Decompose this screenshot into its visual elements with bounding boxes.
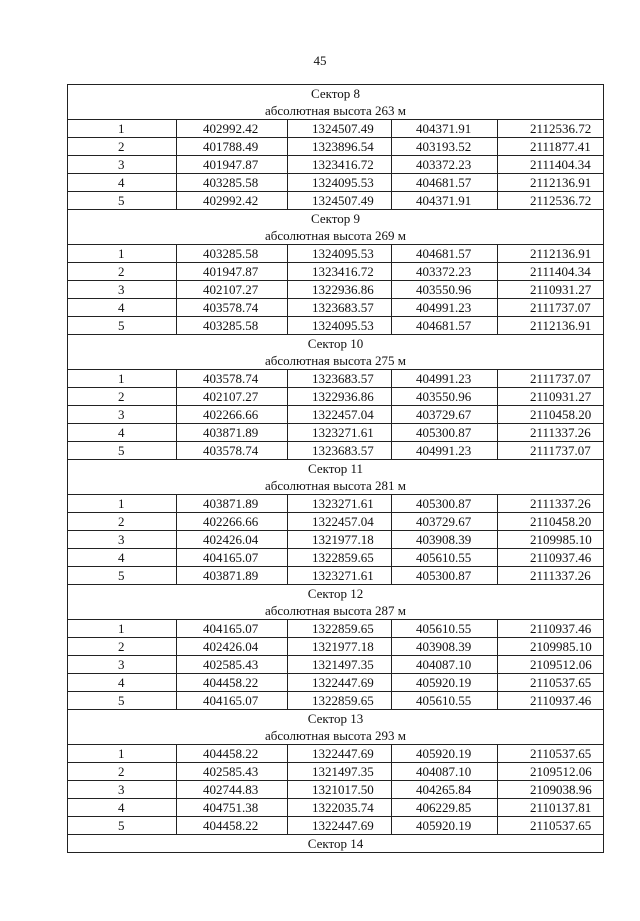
point-number-cell: 1 [68,120,177,138]
x1-coordinate-cell: 403285.58 [177,317,288,335]
table-row [68,799,604,817]
y2-coordinate-cell: 2110537.65 [498,817,604,835]
x1-coordinate-cell: 404165.07 [177,620,288,638]
table-row [68,817,604,835]
table-row [68,120,604,138]
sector-title-row [68,85,604,103]
point-number-cell: 2 [68,138,177,156]
sector-altitude: абсолютная высота 293 м [68,727,604,745]
table-row [68,388,604,406]
x2-coordinate-cell: 404991.23 [392,370,498,388]
y2-coordinate-cell: 2111404.34 [498,263,604,281]
y2-coordinate-cell: 2112136.91 [498,317,604,335]
x1-coordinate-cell: 403578.74 [177,442,288,460]
y2-coordinate-cell: 2111737.07 [498,299,604,317]
y2-coordinate-cell: 2109985.10 [498,638,604,656]
point-number-cell: 2 [68,638,177,656]
point-number-cell: 1 [68,620,177,638]
sector-altitude-row [68,352,604,370]
x2-coordinate-cell: 406229.85 [392,799,498,817]
table-row [68,299,604,317]
table-row [68,495,604,513]
y2-coordinate-cell: 2111337.26 [498,424,604,442]
point-number-cell: 4 [68,549,177,567]
x2-coordinate-cell: 403372.23 [392,156,498,174]
y2-coordinate-cell: 2110937.46 [498,620,604,638]
table-row [68,763,604,781]
sector-altitude: абсолютная высота 263 м [68,102,604,120]
point-number-cell: 3 [68,781,177,799]
y1-coordinate-cell: 1323416.72 [288,263,392,281]
x2-coordinate-cell: 405610.55 [392,692,498,710]
y1-coordinate-cell: 1323683.57 [288,299,392,317]
x2-coordinate-cell: 404087.10 [392,656,498,674]
sector-altitude-row [68,602,604,620]
y1-coordinate-cell: 1321497.35 [288,763,392,781]
table-row [68,549,604,567]
sector-title-row [68,335,604,353]
y1-coordinate-cell: 1322936.86 [288,281,392,299]
y1-coordinate-cell: 1323416.72 [288,156,392,174]
y2-coordinate-cell: 2109512.06 [498,763,604,781]
x1-coordinate-cell: 403871.89 [177,424,288,442]
sector-altitude-row [68,727,604,745]
table-row [68,406,604,424]
sector-altitude-row [68,227,604,245]
point-number-cell: 2 [68,763,177,781]
point-number-cell: 3 [68,656,177,674]
sector-altitude: абсолютная высота 275 м [68,352,604,370]
y2-coordinate-cell: 2109985.10 [498,531,604,549]
table-row [68,781,604,799]
point-number-cell: 5 [68,817,177,835]
table-row [68,674,604,692]
sector-title: Сектор 14 [68,835,604,853]
x2-coordinate-cell: 405300.87 [392,567,498,585]
point-number-cell: 1 [68,245,177,263]
x1-coordinate-cell: 402992.42 [177,192,288,210]
x2-coordinate-cell: 404991.23 [392,442,498,460]
sector-altitude: абсолютная высота 269 м [68,227,604,245]
table-row [68,156,604,174]
point-number-cell: 3 [68,281,177,299]
table-row [68,620,604,638]
y1-coordinate-cell: 1324095.53 [288,174,392,192]
sector-altitude-row [68,102,604,120]
y2-coordinate-cell: 2112536.72 [498,192,604,210]
point-number-cell: 1 [68,495,177,513]
x1-coordinate-cell: 402107.27 [177,281,288,299]
point-number-cell: 1 [68,745,177,763]
table-row [68,263,604,281]
y1-coordinate-cell: 1322859.65 [288,549,392,567]
x1-coordinate-cell: 402266.66 [177,406,288,424]
x2-coordinate-cell: 404371.91 [392,120,498,138]
x2-coordinate-cell: 403550.96 [392,388,498,406]
y1-coordinate-cell: 1321977.18 [288,531,392,549]
x2-coordinate-cell: 403729.67 [392,513,498,531]
x1-coordinate-cell: 401788.49 [177,138,288,156]
y1-coordinate-cell: 1322859.65 [288,620,392,638]
x2-coordinate-cell: 403372.23 [392,263,498,281]
point-number-cell: 2 [68,263,177,281]
point-number-cell: 1 [68,370,177,388]
x2-coordinate-cell: 404265.84 [392,781,498,799]
y1-coordinate-cell: 1322447.69 [288,745,392,763]
x2-coordinate-cell: 405610.55 [392,620,498,638]
y2-coordinate-cell: 2110537.65 [498,674,604,692]
point-number-cell: 5 [68,567,177,585]
table-row [68,638,604,656]
table-body [68,85,604,853]
y2-coordinate-cell: 2110931.27 [498,281,604,299]
y2-coordinate-cell: 2110458.20 [498,513,604,531]
y2-coordinate-cell: 2110137.81 [498,799,604,817]
y2-coordinate-cell: 2111737.07 [498,442,604,460]
sector-title: Сектор 13 [68,710,604,728]
sector-title-row [68,210,604,228]
x1-coordinate-cell: 401947.87 [177,156,288,174]
x2-coordinate-cell: 405920.19 [392,745,498,763]
x1-coordinate-cell: 404165.07 [177,692,288,710]
sector-title: Сектор 9 [68,210,604,228]
y2-coordinate-cell: 2109038.96 [498,781,604,799]
x2-coordinate-cell: 403729.67 [392,406,498,424]
y2-coordinate-cell: 2109512.06 [498,656,604,674]
sector-title-row [68,585,604,603]
x2-coordinate-cell: 405300.87 [392,424,498,442]
sector-title-row [68,835,604,853]
page-number: 45 [313,53,327,68]
table-row [68,370,604,388]
point-number-cell: 3 [68,406,177,424]
table-row [68,692,604,710]
x1-coordinate-cell: 402107.27 [177,388,288,406]
point-number-cell: 4 [68,799,177,817]
x2-coordinate-cell: 404681.57 [392,317,498,335]
sector-title: Сектор 12 [68,585,604,603]
x1-coordinate-cell: 403285.58 [177,174,288,192]
x2-coordinate-cell: 403908.39 [392,531,498,549]
table-row [68,317,604,335]
point-number-cell: 5 [68,317,177,335]
y1-coordinate-cell: 1323896.54 [288,138,392,156]
table-row [68,424,604,442]
y1-coordinate-cell: 1321497.35 [288,656,392,674]
x1-coordinate-cell: 404165.07 [177,549,288,567]
y2-coordinate-cell: 2112136.91 [498,245,604,263]
point-number-cell: 4 [68,174,177,192]
x2-coordinate-cell: 404681.57 [392,245,498,263]
table-row [68,442,604,460]
table-row [68,245,604,263]
table-row [68,745,604,763]
y1-coordinate-cell: 1321017.50 [288,781,392,799]
y2-coordinate-cell: 2110937.46 [498,549,604,567]
y1-coordinate-cell: 1324095.53 [288,317,392,335]
y2-coordinate-cell: 2112136.91 [498,174,604,192]
x1-coordinate-cell: 404458.22 [177,817,288,835]
x2-coordinate-cell: 405920.19 [392,817,498,835]
table-row [68,531,604,549]
x1-coordinate-cell: 402992.42 [177,120,288,138]
y2-coordinate-cell: 2110931.27 [498,388,604,406]
table-row [68,174,604,192]
y1-coordinate-cell: 1321977.18 [288,638,392,656]
point-number-cell: 5 [68,192,177,210]
point-number-cell: 5 [68,442,177,460]
x1-coordinate-cell: 403578.74 [177,370,288,388]
y1-coordinate-cell: 1324507.49 [288,192,392,210]
sector-title: Сектор 8 [68,85,604,103]
x2-coordinate-cell: 405610.55 [392,549,498,567]
y1-coordinate-cell: 1322447.69 [288,817,392,835]
point-number-cell: 4 [68,299,177,317]
table-row [68,192,604,210]
table-row [68,656,604,674]
sector-altitude-row [68,477,604,495]
point-number-cell: 3 [68,156,177,174]
y1-coordinate-cell: 1322457.04 [288,513,392,531]
sector-coordinates-table [67,84,604,853]
sector-title: Сектор 11 [68,460,604,478]
table-row [68,281,604,299]
y1-coordinate-cell: 1323271.61 [288,424,392,442]
y1-coordinate-cell: 1322457.04 [288,406,392,424]
y2-coordinate-cell: 2111737.07 [498,370,604,388]
y1-coordinate-cell: 1323683.57 [288,442,392,460]
y2-coordinate-cell: 2111877.41 [498,138,604,156]
x2-coordinate-cell: 403908.39 [392,638,498,656]
table-row [68,567,604,585]
y1-coordinate-cell: 1323683.57 [288,370,392,388]
y2-coordinate-cell: 2111404.34 [498,156,604,174]
x2-coordinate-cell: 404681.57 [392,174,498,192]
y1-coordinate-cell: 1322936.86 [288,388,392,406]
x2-coordinate-cell: 403550.96 [392,281,498,299]
sector-altitude: абсолютная высота 287 м [68,602,604,620]
point-number-cell: 3 [68,531,177,549]
x1-coordinate-cell: 402266.66 [177,513,288,531]
x2-coordinate-cell: 404087.10 [392,763,498,781]
x1-coordinate-cell: 402585.43 [177,656,288,674]
table-row [68,138,604,156]
point-number-cell: 4 [68,674,177,692]
x2-coordinate-cell: 404371.91 [392,192,498,210]
y1-coordinate-cell: 1322859.65 [288,692,392,710]
point-number-cell: 4 [68,424,177,442]
x2-coordinate-cell: 404991.23 [392,299,498,317]
y2-coordinate-cell: 2111337.26 [498,495,604,513]
x1-coordinate-cell: 401947.87 [177,263,288,281]
x1-coordinate-cell: 403285.58 [177,245,288,263]
sector-title-row [68,710,604,728]
x1-coordinate-cell: 404751.38 [177,799,288,817]
table-row [68,513,604,531]
y1-coordinate-cell: 1322035.74 [288,799,392,817]
y2-coordinate-cell: 2110537.65 [498,745,604,763]
x2-coordinate-cell: 403193.52 [392,138,498,156]
y1-coordinate-cell: 1324095.53 [288,245,392,263]
y2-coordinate-cell: 2110458.20 [498,406,604,424]
point-number-cell: 2 [68,513,177,531]
x1-coordinate-cell: 402426.04 [177,638,288,656]
x1-coordinate-cell: 403871.89 [177,567,288,585]
x1-coordinate-cell: 402585.43 [177,763,288,781]
x2-coordinate-cell: 405300.87 [392,495,498,513]
y2-coordinate-cell: 2110937.46 [498,692,604,710]
y2-coordinate-cell: 2111337.26 [498,567,604,585]
point-number-cell: 5 [68,692,177,710]
y1-coordinate-cell: 1323271.61 [288,495,392,513]
y1-coordinate-cell: 1324507.49 [288,120,392,138]
sector-title: Сектор 10 [68,335,604,353]
sector-title-row [68,460,604,478]
x1-coordinate-cell: 402744.83 [177,781,288,799]
x1-coordinate-cell: 404458.22 [177,674,288,692]
y1-coordinate-cell: 1322447.69 [288,674,392,692]
sector-altitude: абсолютная высота 281 м [68,477,604,495]
y1-coordinate-cell: 1323271.61 [288,567,392,585]
x2-coordinate-cell: 405920.19 [392,674,498,692]
y2-coordinate-cell: 2112536.72 [498,120,604,138]
x1-coordinate-cell: 403871.89 [177,495,288,513]
x1-coordinate-cell: 404458.22 [177,745,288,763]
x1-coordinate-cell: 403578.74 [177,299,288,317]
x1-coordinate-cell: 402426.04 [177,531,288,549]
point-number-cell: 2 [68,388,177,406]
